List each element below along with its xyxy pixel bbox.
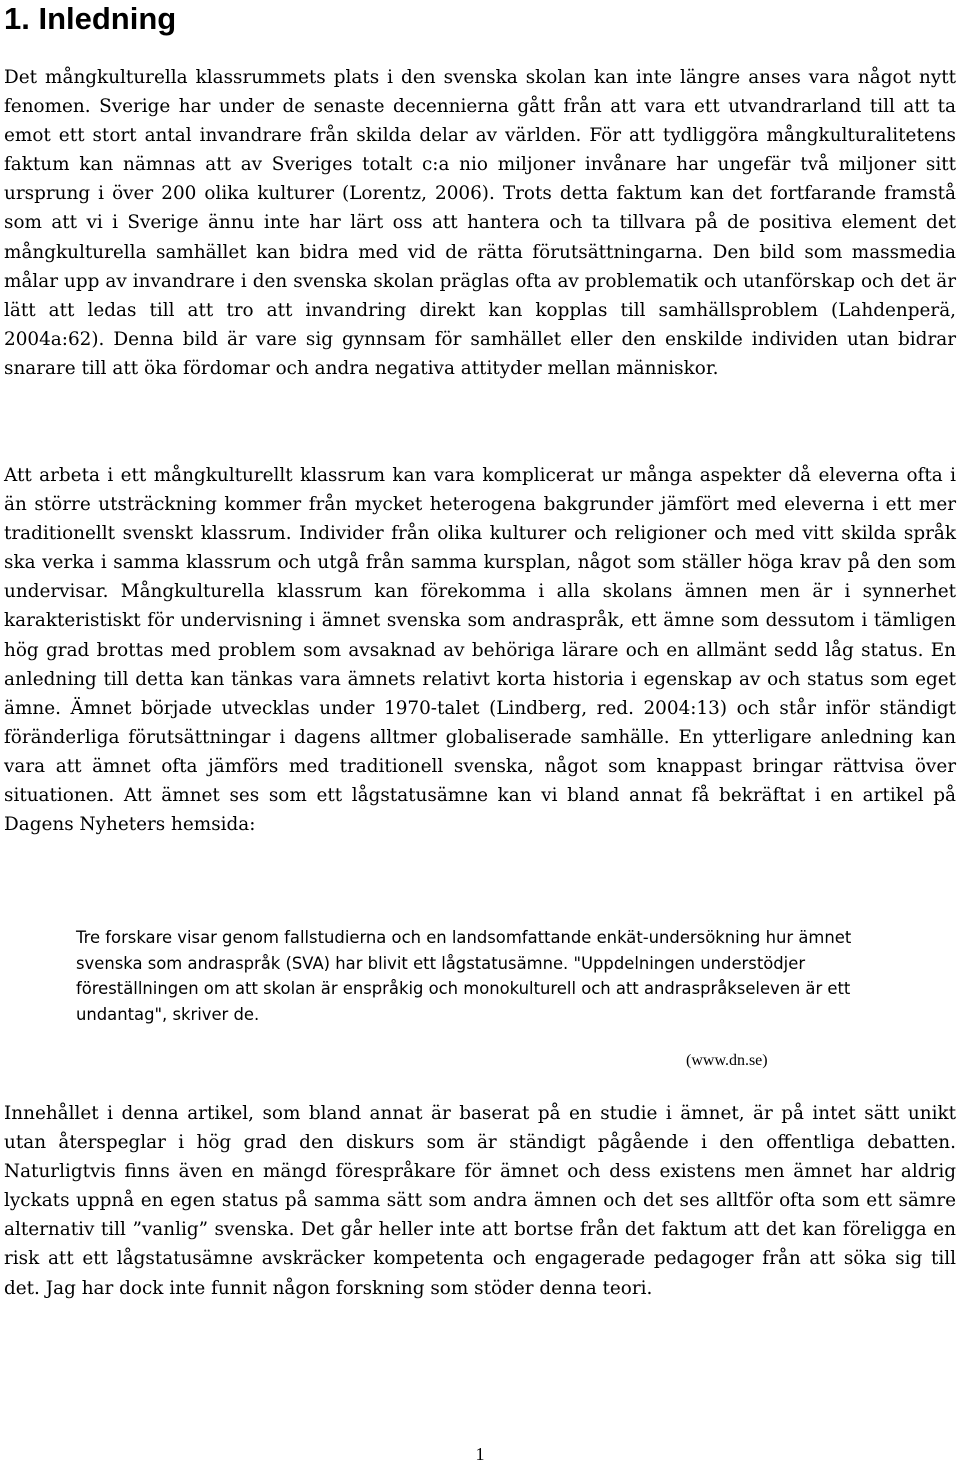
- paragraph-classroom: Att arbeta i ett mångkulturellt klassrum kan vara komplicerat ur många aspekter då eleverna ofta i än större utsträckning kommer från mycket heterogena bakgrunder jämfört med eleverna i ett mer traditionellt svenskt klassrum. Individer från olika kulturer och religioner och med vitt skilda språk ska verka i samma klassrum och utgå från samma kursplan, något som ställer höga krav på den som undervisar. Mångkulturella klassrum kan förekomma i alla skolans ämnen men är i synnerhet karakteristiskt för undervisning i ämnet svenska som andraspråk, ett ämne som dessutom i tämligen hög grad brottas med problem som avsaknad av behöriga lärare och en allmänt sedd låg status. En anledning till detta kan tänkas vara ämnets relativt korta historia i egenskap av och status som eget ämne. Ämnet började utvecklas under 1970-talet (Lindberg, red. 2004:13) och står inför ständigt föränderliga förutsättningar i dagens alltmer globaliserade samhälle. En ytterligare anledning kan vara att ämnet ofta jämförs med traditionell svenska, något som knappast bringar rättvisa över situationen. Att ämnet ses som ett lågstatusämne kan vi bland annat få bekräftat i en artikel på Dagens Nyheters hemsida:: [4, 465, 956, 836]
- quote-source: (www.dn.se): [686, 1052, 768, 1069]
- paragraph-intro: Det mångkulturella klassrummets plats i den svenska skolan kan inte längre anses vara något nytt fenomen. Sverige har under de senaste decennierna gått från att vara ett utvandrarland till att ta emot ett stort antal invandrare från skilda delar av världen. För att tydliggöra mångkulturalitetens faktum kan nämnas att av Sveriges totalt c:a nio miljoner invånare har ungefär två miljoner sitt ursprung i över 200 olika kulturer (Lorentz, 2006). Trots detta faktum kan det fortfarande framstå som att vi i Sverige ännu inte har lärt oss att hantera och ta tillvara på de positiva element det mångkulturella samhället kan bidra med vid de rätta förutsättningarna. Den bild som massmedia målar upp av invandrare i den svenska skolan präglas ofta av problematik och utanförskap och det är lätt att ledas till att tro att invandring direkt kan kopplas till samhällsproblem (Lahdenperä, 2004a:62). Denna bild är vare sig gynnsam för samhället eller den enskilde individen utan bidrar snarare till att öka fördomar och andra negativa attityder mellan människor.: [4, 67, 956, 379]
- block-quote: Tre forskare visar genom fallstudierna och en landsomfattande enkät-undersökning hur ämnet svenska som andraspråk (SVA) har blivit ett lågstatusämne. "Uppdelningen understödjer föreställningen om att skolan är enspråkig och monokulturell och att andraspråkseleven är ett undantag", skriver de.: [76, 928, 852, 1024]
- paragraph-article-discussion: Innehållet i denna artikel, som bland annat är baserat på en studie i ämnet, är på intet sätt unikt utan återspeglar i hög grad den diskurs som är ständigt pågående i den offentliga debatten. Naturligtvis finns även en mängd förespråkare för ämnet och dess existens men ämnet har aldrig lyckats uppnå en egen status på samma sätt som andra ämnen och det ses alltför ofta som ett sämre alternativ till ”vanlig” svenska. Det går heller inte att bortse från det faktum att det kan föreligga en risk att ett lågstatusämne avskräcker kompetenta och engagerade pedagoger från att söka sig till det. Jag har dock inte funnit någon forskning som stöder denna teori.: [4, 1103, 956, 1299]
- section-heading: 1. Inledning: [4, 1, 177, 36]
- page-number: 1: [475, 1444, 485, 1464]
